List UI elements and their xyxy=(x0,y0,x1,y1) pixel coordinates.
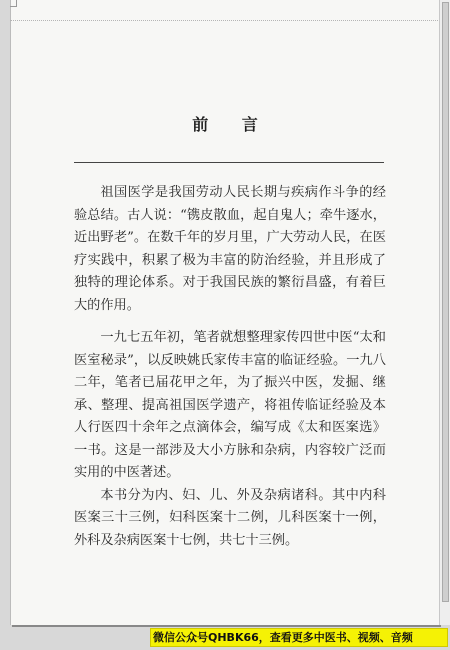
title-divider xyxy=(74,162,384,163)
paragraph-3: 本书分为内、妇、儿、外及杂病诸科。其中内科医案三十三例，妇科医案十二例，儿科医案十一例，外科及杂病医案十七例，共七十三例。 xyxy=(74,487,386,548)
vertical-scrollbar[interactable] xyxy=(439,0,450,625)
watermark-banner: 微信公众号QHBK66，查看更多中医书、视频、音频 xyxy=(150,628,448,647)
page-title: 前 言 xyxy=(192,115,272,134)
paragraph-2: 一九七五年初，笔者就想整理家传四世中医“太和医室秘录”，以反映姚氏家传丰富的临证经验。一九八二年，笔者已届花甲之年，为了振兴中医，发掘、继承、整理、提高祖国医学遗产，将祖传临证经验及本人行医四十余年之点滴体会，编写成《太和医案选》一书。这是一部涉及大小方脉和杂病，内容较广泛而实用的中医著述。 xyxy=(74,330,386,480)
scrollbar-thumb[interactable] xyxy=(442,2,449,602)
paragraph-1: 祖国医学是我国劳动人民长期与疾病作斗争的经验总结。古人说：“镌皮散血，起自鬼人；牵牛逐水，近出野老”。在数千年的岁月里，广大劳动人民，在医疗实践中，积累了极为丰富的防治经验，并且形成了独特的理论体系。对于我国民族的繁衍昌盛，有着巨大的作用。 xyxy=(74,185,386,313)
body-text xyxy=(74,182,386,552)
page-top-divider xyxy=(10,20,438,21)
page-corner-mark xyxy=(10,0,17,7)
document-page xyxy=(10,0,439,625)
